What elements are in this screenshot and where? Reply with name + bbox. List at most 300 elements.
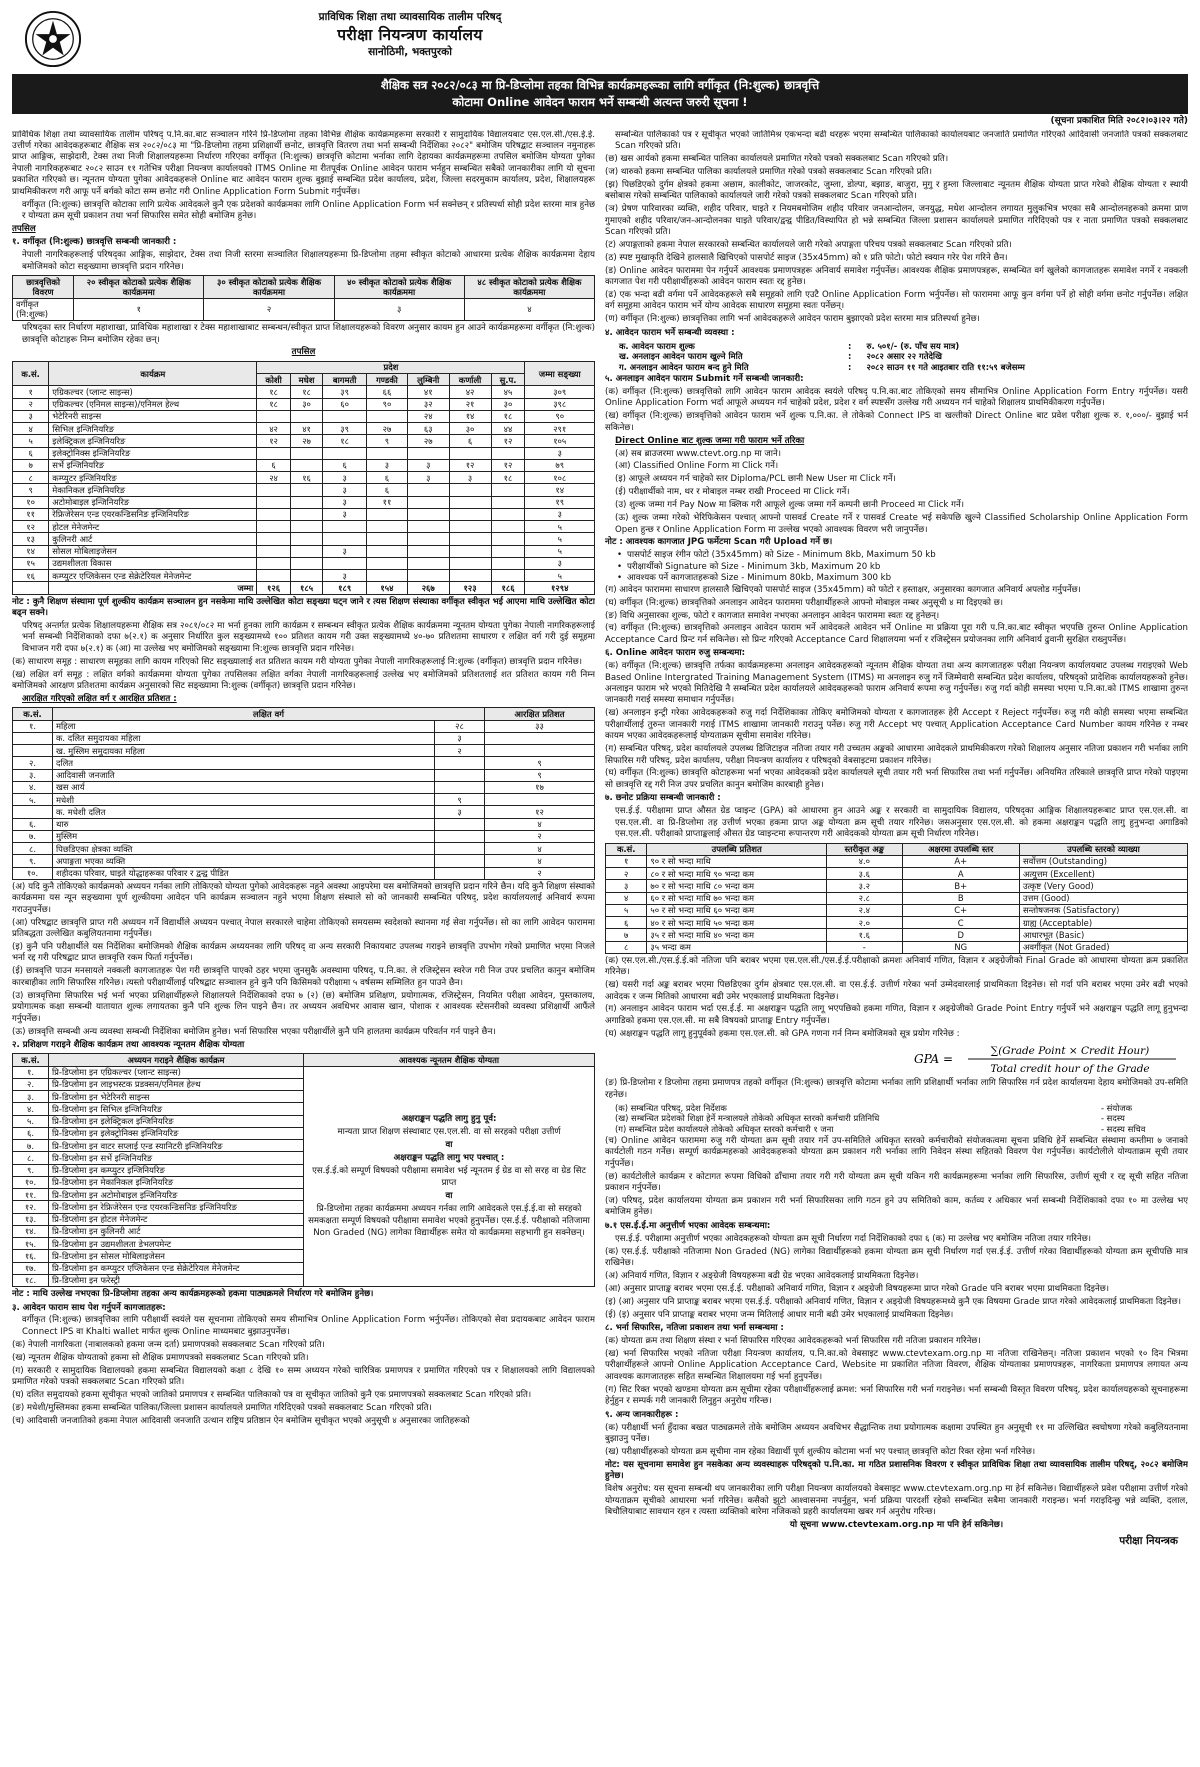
doc-chha: (छ) खस आर्यको हकमा सम्बन्धित पालिका कार्यालयले प्रमाणित गरेको पत्रको सक्कलबाट Scan गरिएको प्रति। <box>605 153 949 164</box>
province-quota-cell: १८ <box>290 386 323 398</box>
program-name: रेफ्रिजेरेसन एन्ड एयरकन्डिसनिङ इन्जिनियरिङ <box>49 508 257 520</box>
province-quota-cell <box>366 570 407 582</box>
qualification-program: प्रि-डिप्लोमा इन कुलिनरी आर्ट <box>49 1225 304 1237</box>
grade-cell: B+ <box>902 880 1019 892</box>
failed-i: (इ) (आ) अनुसार पनि प्राप्ताङ्क बराबर भएमा एस.ई.ई. परीक्षाको अनिवार्य गणित, विज्ञान र अङ्ग्रेजी विषयहरूमध्ये कुनै एक विषयमा Grade प्राप्त गरेको आवेदकलाई प्राथमिकता दिइनेछ। <box>605 1296 1181 1307</box>
province-quota-cell: ९० <box>366 398 407 410</box>
fee-label: ख. अनलाइन आवेदन फाराम खुल्ने मिति <box>619 351 743 362</box>
fee-separator: : <box>848 351 852 362</box>
failed-a: (अ) अनिवार्य गणित, विज्ञान र अङ्ग्रेजी विषयहरूमा बढी ग्रेड भएका आवेदकलाई प्राथमिकता दिइनेछ। <box>605 1270 919 1281</box>
province-quota-cell: ३० <box>449 423 491 435</box>
col-province: प्रदेश <box>257 361 525 373</box>
two-column-body <box>12 130 1188 1550</box>
program-sn: ७ <box>13 459 49 471</box>
province-quota-cell <box>366 557 407 569</box>
province-total-cell: १८६ <box>491 582 525 594</box>
province-quota-cell: १२ <box>257 435 290 447</box>
province-quota-cell <box>366 447 407 459</box>
program-sn: २ <box>13 398 49 410</box>
grade-cell: ३५ र सो भन्दा माथि ४० भन्दा कम <box>647 929 827 941</box>
program-sn: ८ <box>13 472 49 484</box>
grade-row <box>606 917 1188 929</box>
select-chha: (छ) कार्यटोलीले कार्यक्रम र कोटागत रूपमा विधिको ढाँचामा तयार गरी गरी योग्यता क्रम सूची यकिन गरी कार्यक्रमहरूमा भर्नाका लागि सिफारिस, उत्तीर्ण सूची र रद्द सूची सहित नतिजा प्रकाशन गर्नुपर्नेछ। <box>605 1171 1188 1193</box>
qualification-program: प्रि-डिप्लोमा इन एग्रिकल्चर (प्लान्ट साइन्स) <box>49 1066 304 1078</box>
province-quota-cell: ३० <box>290 398 323 410</box>
quota-cell: ४ <box>464 298 594 321</box>
province-quota-cell <box>257 570 290 582</box>
reservation-pct: २ <box>485 830 595 842</box>
col-program: कार्यक्रम <box>49 361 257 386</box>
reservation-sn: ३. <box>13 769 53 781</box>
quota-header-cell: ३० स्वीकृत कोटाको प्रत्येक शैक्षिक कार्यक्रममा <box>204 276 334 299</box>
reservation-sn: ९. <box>13 855 53 867</box>
program-row <box>13 508 595 520</box>
program-name: एग्रिकल्चर (प्लान्ट साइन्स) <box>49 386 257 398</box>
qualification-sn: १०. <box>13 1176 49 1188</box>
reservation-row <box>13 769 595 781</box>
program-name: उद्यमशीलता विकास <box>49 557 257 569</box>
reservation-group: ख. मुस्लिम समुदायका महिला <box>53 745 435 757</box>
province-quota-cell: २७ <box>366 423 407 435</box>
province-quota-cell <box>290 410 323 422</box>
total-spacer <box>13 582 49 594</box>
reservation-subpct: २८ <box>435 720 485 732</box>
closing-note: नोट: यस सूचनामा समावेश हुन नसकेका अन्य व्यवस्थाहरू परिषद्को प.नि.का. मा गठित प्रशासनिक विवरण र स्वीकृत प्राविधिक शिक्षा तथा व्यावसायिक तालीम परिषद्, २०८२ बमोजिम हुनेछ। <box>605 1459 1188 1482</box>
reservation-sn <box>13 745 53 757</box>
grade-cell: - <box>827 941 902 953</box>
reservation-group: थारु <box>53 818 435 830</box>
failed-paragraph: एस.ई.ई. परीक्षामा अनुत्तीर्ण भएका आवेदकहरूको योग्यता क्रम सूची निर्धारण गर्दा निर्देशिकाको दफा ६ (क) मा उल्लेख भए बमोजिम नतिजा तयार गरिनेछ। <box>615 1233 1091 1244</box>
program-total: ३९८ <box>525 398 595 410</box>
qualification-sn: १४. <box>13 1225 49 1237</box>
program-row <box>13 533 595 545</box>
qualification-program: प्रि-डिप्लोमा इन सर्भे इन्जिनियरिङ <box>49 1152 304 1164</box>
office-name: परीक्षा नियन्त्रण कार्यालय <box>337 25 483 44</box>
qual-col-sn: क.सं. <box>13 1054 49 1066</box>
program-row <box>13 447 595 459</box>
province-quota-cell <box>290 521 323 533</box>
reservation-group: दलित <box>53 757 435 769</box>
program-name: सर्भे इन्जिनियरिङ <box>49 459 257 471</box>
file-size-item: • पासपोर्ट साइज रंगीन फोटो (35x45mm) को Size - Minimum 8kb, Maximum 50 kb <box>615 550 1188 561</box>
reservation-group: शहीदका परिवार, घाइते योद्धाहरूका परिवार र द्वन्द्व पीडित <box>53 867 435 879</box>
grade-cell: सन्तोषजनक (Satisfactory) <box>1019 904 1187 916</box>
doc-gha: (घ) दलित समुदायको हकमा सूचीकृत भएको जातिको प्रमाणपत्र र सम्बन्धित पालिकाको पत्र वा सूचीकृत जातिको कुनै एक प्रमाणपत्रको सक्कलबाट Scan गरिएको प्रति। <box>12 1389 532 1400</box>
reservation-subpct: २ <box>435 745 485 757</box>
other-kha: (ख) परीक्षार्थीहरूको योग्यता क्रम सूचीमा नाम रहेका विद्यार्थी पूर्ण शुल्कीय कोटामा भर्ना भए पश्चात् छात्रवृत्ति कोटा रिक्त रहेमा भर्ना गरिनेछ। <box>605 1446 1036 1457</box>
grade-cell: D <box>902 929 1019 941</box>
province-header-cell: लुम्बिनी <box>407 374 449 386</box>
province-quota-cell <box>491 570 525 582</box>
reservation-row <box>13 843 595 855</box>
province-quota-cell <box>290 447 323 459</box>
program-total: ५ <box>525 570 595 582</box>
program-total: १०५ <box>525 435 595 447</box>
grade-cell: ६० र सो भन्दा माथि ७० भन्दा कम <box>647 892 827 904</box>
intro-paragraph-1: प्राविधिक शिक्षा तथा व्यावसायिक तालीम परिषद् प.नि.का.बाट सञ्चालन गरिने प्रि-डिप्लोमा तहका विभिन्न शैक्षिक कार्यक्रमहरूमा सरकारी र सामुदायिक विद्यालयबाट एस.एल.सी./एस.ई.ई. उत्तीर्ण गरेका आवेदकहरूबाट शैक्षिक सत्र २०८२/०८३ मा "प्रि-डिप्लोमा तहमा प्रशिक्षार्थी छनोट, छात्रवृत्ति वितरण तथा भर्ना सम्बन्धी निर्देशिका २०८२" बमोजिम परिषद्बाट सञ्चालन नमुनाहरू प्राप्त आङ्गिक, साझेदारी, टेक्स तथा निजी शिक्षालयहरूमा निर्धारण गरिएका वर्गीकृत (नि:शुल्क) छात्रवृत्ति कोटामा भर्नाका लागि देहायका कार्यक्रमहरूमा तपसिल बमोजिम योग्यता पुगेका नेपाली नागरिकहरूबाट २०८२ साउन ११ गतेभित्र परीक्षा नियन्त्रण कार्यालयको ITMS Online मा रीतपूर्वक Online आवेदन फाराम भर्नहुन सम्बन्धित सबैको जानकारीका लागि यो सूचना प्रकाशित गरिएको छ। न्यूनतम योग्यता पुगेका आवेदकहरूले Online बाट आवेदन फाराम शुल्क बुझाई सम्बन्धित प्रदेश कार्यालय, प्रदेश, जिल्ला सदरमुकाम कार्यालय, प्रदेश, शिक्षालयहरू प्राथमिकीकरण गरी आफू पर्ने बर्गको कोटा सम्म छनोट गरी Online Application Form Submit गर्नुपर्नेछ। <box>12 129 595 197</box>
clause-ii: (ई) छात्रवृत्ति पाउन मनसायले नक्कली कागजातहरू पेश गरी छात्रवृत्ति पाएको ठहर भएमा जुनसुकै अवस्थामा परिषद्, प.नि.का. ले रजिस्ट्रेसन स्वरेज गरी निज उपर प्रचलित कानुन बमोजिम कारबाहीका लागि सिफारिस गरिनेछ। त्यस्तो परीक्षार्थीलाई परिषद्बाट सञ्चालन हुने कुनै पनि किसिमको परीक्षामा ५ वर्षसम्म सम्मिलित हुन पाउने छैन। <box>12 966 595 988</box>
grade-cell: अत्युत्तम (Excellent) <box>1019 868 1187 880</box>
reservation-pct: ९ <box>485 769 595 781</box>
program-sn: १६ <box>13 570 49 582</box>
grade-cell: आधारभूत (Basic) <box>1019 929 1187 941</box>
province-quota-cell: ३ <box>449 472 491 484</box>
grade-header-cell: स्तरीकृत अङ्क <box>827 843 902 855</box>
section-2-heading: २. प्रशिक्षण गराइने शैक्षिक कार्यक्रम तथा आवश्यक न्यूनतम शैक्षिक योग्यता <box>12 1039 245 1050</box>
admit-ga: (ग) सिट रिक्त भएको खण्डमा योग्यता क्रम सूचीमा रहेका परीक्षार्थीहरूलाई क्रमश: भर्ना सिफारिस गरी भर्ना गराइनेछ। भर्ना सम्बन्धी विस्तृत विवरण परिषद्, प्रदेश कार्यालयहरूको सूचनाहरूमा हेर्नुहुन र सम्पर्क गरी जानकारी लिनुहुन अनुरोध गरिन्छ। <box>605 1384 1188 1407</box>
province-quota-cell <box>290 496 323 508</box>
grade-cell: ग्राह्य (Acceptable) <box>1019 917 1187 929</box>
fee-value: २०८२ साउन ११ गते आइतबार राति ११:५९ बजेसम्म <box>866 361 1025 372</box>
province-quota-cell <box>323 410 367 422</box>
program-name: अटोमोबाइल इन्जिनियरिङ <box>49 496 257 508</box>
province-header-cell: कर्णाली <box>449 374 491 386</box>
quota-cell: १ <box>74 298 204 321</box>
grade-cell: २.८ <box>827 892 902 904</box>
province-quota-cell <box>407 557 449 569</box>
reservation-row <box>13 745 595 757</box>
qual-pre-grading-label: अक्षराङ्कन पद्धति लागु हुनु पूर्व: <box>401 1114 497 1125</box>
province-quota-cell <box>407 484 449 496</box>
province-quota-cell: १६ <box>290 472 323 484</box>
grade-header-cell: उपलब्धि स्तरको व्याख्या <box>1019 843 1187 855</box>
province-quota-cell <box>323 533 367 545</box>
grade-row <box>606 941 1188 953</box>
res-col-group: लक्षित वर्ग <box>53 708 485 720</box>
section-5-heading: ५. अनलाइन आवेदन फाराम Submit गर्ने सम्बन्धी जानकारी: <box>605 373 804 384</box>
total-label: जम्मा <box>49 582 257 594</box>
program-row <box>13 521 595 533</box>
province-quota-cell: ४४ <box>491 423 525 435</box>
doc-cha-continued: सम्बन्धित पालिकाको पत्र र सूचीकृत भएको जातिमिश्र एकभन्दा बढी थरहरू भएमा सम्बन्धित पालिकाको कार्यालयबाट जनजाति प्रमाणित गरिएको आदिवासी जनजाति पत्रको सक्कलबाट Scan गरिएको प्रति। <box>615 129 1188 151</box>
province-quota-cell: १२ <box>491 459 525 471</box>
reservation-group: क. दलित समुदायका महिला <box>53 732 435 744</box>
province-total-cell: १२६ <box>257 582 290 594</box>
grade-cell: A+ <box>902 855 1019 867</box>
reservation-row <box>13 720 595 732</box>
province-total-cell: १८९ <box>323 582 367 594</box>
province-quota-cell <box>290 508 323 520</box>
province-quota-cell <box>257 545 290 557</box>
target-group-text: (ख) लक्षित वर्ग समूह : लक्षित वर्गको कार्यक्रममा योग्यता पुगेका तपसिलका लक्षित वर्गका नेपाली नागरिकहरूलाई उल्लेख भए बमोजिमको प्रतिशतलाई शत प्रतिशत कायम गरी निम्न बमोजिमको आरक्षण प्रतिशतमा कार्यक्रम अनुसारको सिट सङ्ख्यामा नि:शुल्क (वर्गीकृत) छात्रवृत्ति प्रदान गरिनेछ। <box>12 669 595 692</box>
grade-cell: १.६ <box>827 929 902 941</box>
col-total: जम्मा सङ्ख्या <box>525 361 595 386</box>
reservation-row <box>13 781 595 793</box>
qualification-program: प्रि-डिप्लोमा इन लाइभस्टक प्रडक्सन/एनिमल हेल्थ <box>49 1078 304 1090</box>
program-row <box>13 496 595 508</box>
province-quota-cell: ९ <box>366 435 407 447</box>
file-size-item: • परीक्षार्थीको Signature को Size - Minimum 3kb, Maximum 20 kb <box>615 562 1188 573</box>
province-quota-cell: ३ <box>323 484 367 496</box>
province-quota-cell: १८ <box>323 435 367 447</box>
grade-cell: ३५ भन्दा कम <box>647 941 827 953</box>
doc-cha: (च) आदिवासी जनजातिको हकमा नेपाल आदिवासी जनजाति उत्थान राष्ट्रिय प्रतिष्ठान ऐन बमोजिम सूचीकृत भएको अनुसूची ४ अनुसारका जातिहरूको <box>12 1415 470 1426</box>
province-quota-cell: ६० <box>323 398 367 410</box>
section-1-paragraph-3: परिषद् अन्तर्गत प्रत्येक शिक्षालयहरूमा शैक्षिक सत्र २०८१/०८२ मा भर्ना हुनका लागि कार्यक्रम र सम्बन्धन स्वीकृत प्रत्येक शैक्षिक कार्यक्रममा न्यूनतम योग्यता पुगेका नेपाली नागरिकहरूलाई भर्ना सम्बन्धी निर्देशिकाको दफा ७(२.१) क अनुसार निर्धारित कुल सङ्ख्यामध्ये १०० प्रतिशत कायम गरी उक्त सङ्ख्यामध्ये ४०-७० प्रतिशतमा साधारण र लक्षित वर्ग गरी दुई समूहमा विभाजन गरी दफा ७(२.१) क (आ) मा उल्लेख भए बमोजिमको सङ्ख्यामा नि:शुल्क छात्रवृत्ति प्रदान गरिनेछ। <box>22 620 595 654</box>
website-line: यो सूचना www.ctevtexam.org.np मा पनि हेर्न सकिनेछ। <box>789 1519 1004 1530</box>
reservation-subpct <box>435 830 485 842</box>
program-sn: १३ <box>13 533 49 545</box>
special-request: विशेष अनुरोध: यस सूचना सम्बन्धी थप जानकारीका लागि परीक्षा नियन्त्रण कार्यालयको वेबसाइट www.ctevtexam.org.np मा हेर्न सकिनेछ। विद्यार्थीहरूले प्रवेश परीक्षामा उत्तीर्ण गरेको योग्यताक्रम सूचीको आधारमा भर्ना गरिनेछ। कसैको झुटो आश्वासनमा नपर्नुहुन, भर्ना प्रक्रिया पारदर्शी रहेको सम्बन्धित सबैमा जानकारी गराइन्छ। भर्ना गराइदिन्छु भन्ने व्यक्ति, दलाल, बिचौलियाबाट सावधान रहन र त्यस्ता व्यक्तिको बारेमा नजिकको प्रहरी कार्यालयमा खबर गर्न अनुरोध गरिन्छ। <box>605 1484 1188 1517</box>
province-quota-cell: ३ <box>366 459 407 471</box>
grade-cell: ७ <box>606 929 647 941</box>
reservation-pct: ४ <box>485 855 595 867</box>
grade-table <box>605 843 1188 954</box>
reservation-group: अपाङ्गता भएका व्यक्ति <box>53 855 435 867</box>
direct-online-heading: Direct Online बाट शुल्क जम्मा गरी फाराम भर्ने तरिका <box>615 435 805 446</box>
program-name: कम्प्युटर इन्जिनियरिङ <box>49 472 257 484</box>
section-2-note: नोट : माथि उल्लेख नभएका प्रि-डिप्लोमा तहका अन्य कार्यक्रमहरूको हकमा पाठ्यक्रमले निर्धारण गरे बमोजिम हुनेछ। <box>12 1289 374 1300</box>
reservation-group: खस आर्य <box>53 781 435 793</box>
reservation-sn: १०. <box>13 867 53 879</box>
province-quota-cell <box>290 557 323 569</box>
qualification-sn: १२. <box>13 1201 49 1213</box>
failed-ii: (ई) (इ) अनुसार पनि प्राप्ताङ्क बराबर भएमा जन्म मितिलाई आधार मानी बढी उमेर भएकालाई प्राथमिकता दिइनेछ। <box>605 1309 954 1320</box>
online-steps-list <box>605 449 1188 536</box>
select-ga: (ग) अनलाइन आवेदन फाराम भर्दा एस.ई.ई. मा अक्षराङ्कन पद्धति लागू भएपछिको हकमा गणित, विज्ञान र अङ्ग्रेजीको Grade Point Entry गर्नुपर्ने भने अक्षराङ्कन पद्धति लागू हुनुभन्दा अगाडिको हकमा एस.एल.सी. मा सबै विषयको प्राप्ताङ्क Entry गर्नुपर्नेछ। <box>605 1004 1188 1026</box>
reservation-pct: ३३ <box>485 720 595 732</box>
province-quota-cell: ६ <box>366 484 407 496</box>
office-location: सानोठिमी, भक्तपुरको <box>368 45 452 58</box>
program-quota-table <box>12 361 595 595</box>
province-quota-cell: ४२ <box>449 386 491 398</box>
section-3-heading: ३. आवेदन फाराम साथ पेश गर्नुपर्ने कागजातहरू: <box>12 1302 166 1313</box>
reservation-row <box>13 794 595 806</box>
grade-cell: NG <box>902 941 1019 953</box>
qualification-sn: ३. <box>13 1091 49 1103</box>
qual-post-grading-text: एस.ई.ई.को सम्पूर्ण विषयको परीक्षामा समावेश भई न्यूनतम ई ग्रेड वा सो सरह वा ग्रेड सिट प्राप्त <box>312 1166 586 1189</box>
reservation-row <box>13 867 595 879</box>
program-sn: १ <box>13 386 49 398</box>
province-quota-cell: २१ <box>449 398 491 410</box>
program-sn: ५ <box>13 435 49 447</box>
qualification-sn: १५. <box>13 1238 49 1250</box>
notice-title <box>12 74 1188 114</box>
qualification-program: प्रि-डिप्लोमा इन इलेक्ट्रोनिक्स इन्जिनियरिङ <box>49 1127 304 1139</box>
province-quota-cell <box>257 533 290 545</box>
province-quota-cell <box>491 533 525 545</box>
program-row <box>13 459 595 471</box>
province-quota-cell <box>290 570 323 582</box>
doc-tha: (ठ) स्पष्ट मुखाकृति देखिने हालसालै खिचिएको पासपोर्ट साइज (35x45mm) को १ प्रति फोटो। फोटो स्क्यान गरेर पेश गरिने छैन। <box>605 252 1008 263</box>
title-line-2: कोटामा Online आवेदन फाराम भर्ने सम्बन्धी अत्यन्त जरुरी सूचना ! <box>452 94 748 109</box>
clause-aa: (आ) परिषद्बाट छात्रवृत्ति प्राप्त गरी अध्ययन गर्ने विद्यार्थीले अध्ययन पश्चात् नेपाल सरकारले चाहेमा तोकिएको समयसम्म स्वदेशको स्थानमा गई सेवा गर्नुपर्नेछ। सो का लागि आवेदन फाराममा प्रतिबद्धता उल्लेखित कबुलियतनामा गर्नुपर्नेछ। <box>12 917 595 940</box>
province-quota-cell: ३२ <box>407 398 449 410</box>
grade-cell: ४ <box>606 892 647 904</box>
committee-role: - सदस्य <box>1101 1113 1125 1124</box>
submit-ka: (क) वर्गीकृत (नि:शुल्क) छात्रवृत्तिको लागि आवेदन फाराम आवेदक स्वयंले परिषद् प.नि.का.बाट तोकिएको समय सीमाभित्र Online Application Form Entry गर्नुपर्नेछ। यसरी Online Application Form भर्दा आफूले अध्ययन गर्न चाहेको प्रदेश, प्रदेश र वर्ग स्पष्टसँग उल्लेख गरी अध्ययन गर्न चाहेको शिक्षालय प्राथमिकीकरण गर्नुपर्नेछ। <box>605 386 1188 409</box>
online-step: (ई) परीक्षार्थीको नाम, थर र मोबाइल नम्बर राखी Proceed मा Click गर्ने। <box>615 487 850 498</box>
program-name: सोसल मोबिलाइजेसन <box>49 545 257 557</box>
reservation-pct <box>485 732 595 744</box>
council-name: प्राविधिक शिक्षा तथा व्यावसायिक तालीम परिषद् <box>318 11 502 23</box>
qual-pre-grading-text: मान्यता प्राप्त शिक्षण संस्थाबाट एस.एल.सी. वा सो सरहको परीक्षा उत्तीर्ण <box>337 1127 561 1138</box>
failed-aa: (आ) अनुसार प्राप्ताङ्क बराबर भएमा एस.ई.ई. परीक्षाको अनिवार्य गणित, विज्ञान र अङ्ग्रेजी विषयहरूमा प्राप्त गरेको Grade पनि बराबर भएमा प्राथमिकता दिइनेछ। <box>605 1283 1110 1294</box>
committee-list <box>605 1103 1188 1134</box>
reservation-subpct <box>435 769 485 781</box>
qualification-program: प्रि-डिप्लोमा इन मेकानिकल इन्जिनियरिङ <box>49 1176 304 1188</box>
select-kha: (ख) यसरी गर्दा अङ्क बराबर भएमा पिछडिएका दुर्गम क्षेत्रबाट एस.एल.सी. वा एस.ई.ई. उत्तीर्ण गरेका भर्ना उम्मेदवारलाई प्राथमिकता दिइनेछ। सो गर्दा पनि बराबर भएमा उमेर बढी भएको आवेदक र जन्म मितिको आधारमा बढी उमेर भएकालाई प्राथमिकता दिइनेछ। <box>605 980 1188 1002</box>
reservation-pct: १७ <box>485 781 595 793</box>
province-quota-cell: ४१ <box>407 386 449 398</box>
section-1-heading: १. वर्गीकृत (नि:शुल्क) छात्रवृत्ति सम्बन्धी जानकारी : <box>12 237 177 248</box>
committee-role: - संयोजक <box>1101 1103 1133 1114</box>
reservation-pct: ४ <box>485 843 595 855</box>
province-quota-cell <box>366 508 407 520</box>
quota-table <box>12 275 595 321</box>
province-quota-cell <box>323 521 367 533</box>
qual-post-grading-label: अक्षराङ्कन पद्धति लागु भए पश्चात् : <box>393 1153 505 1164</box>
signature-title: परीक्षा नियन्त्रक <box>1119 1535 1178 1548</box>
province-quota-cell <box>290 533 323 545</box>
fee-value: रु. ५०१/- (रु. पाँच सय मात्र) <box>866 341 960 352</box>
grade-cell: ३.२ <box>827 880 902 892</box>
quota-header-cell: २० स्वीकृत कोटाको प्रत्येक शैक्षिक कार्यक्रममा <box>74 276 204 299</box>
province-quota-cell: ६ <box>257 459 290 471</box>
clause-uu: (ऊ) छात्रवृत्ति सम्बन्धी अन्य व्यवस्था सम्बन्धी निर्देशिका बमोजिम हुनेछ। भर्ना सिफारिस भएका परीक्षार्थीले कुनै पनि हालतमा कार्यक्रम परिवर्तन गर्न पाइने छैन। <box>12 1026 496 1037</box>
province-quota-cell <box>449 545 491 557</box>
reservation-row <box>13 818 595 830</box>
province-quota-cell <box>290 459 323 471</box>
program-total: ३०९ <box>525 386 595 398</box>
fee-row <box>605 341 1188 351</box>
reservation-pct: १२ <box>485 806 595 818</box>
right-column <box>605 130 1188 1550</box>
doc-da: (ड) Online आवेदन फाराममा पेन गर्नुपर्ने आवश्यक प्रमाणपत्रहरू अनिवार्य समावेश गर्नुपर्नेछ। आवश्यक शैक्षिक प्रमाणपत्रहरू, सम्बन्धित वर्ग खुलेको कागजातहरू समावेश नगर्ने र नक्कली कागजात पेश गरी परीक्षार्थीहरूको आवेदन फाराम स्वतः रद्द हुनेछ। <box>605 265 1188 288</box>
grade-cell: ६ <box>606 917 647 929</box>
program-row <box>13 472 595 484</box>
qualification-sn: ८. <box>13 1152 49 1164</box>
grade-cell: ७० र सो भन्दा माथि ८० भन्दा कम <box>647 880 827 892</box>
grade-header-cell: अक्षरमा उपलब्धि स्तर <box>902 843 1019 855</box>
qualification-program: प्रि-डिप्लोमा इन इलेक्ट्रिकल इन्जिनियरिङ <box>49 1115 304 1127</box>
committee-row <box>605 1103 1188 1113</box>
province-quota-cell: ३९ <box>323 423 367 435</box>
grade-cell: अवर्गीकृत (Not Graded) <box>1019 941 1187 953</box>
program-sn: ६ <box>13 447 49 459</box>
program-name: इलेक्ट्रिकल इन्जिनियरिङ <box>49 435 257 447</box>
fee-row <box>605 351 1188 361</box>
program-total-row <box>13 582 595 594</box>
select-ja: (ज) परिषद्, प्रदेश कार्यालयमा योग्यता क्रम प्रकाशन गरी भर्ना सिफारिसका लागि गठन हुने उप समितिको काम, कर्तव्य र अधिकार भर्ना सम्बन्धी निर्देशिकाको दफा १० मा उल्लेख भए बमोजिम हुनेछ। <box>605 1195 1188 1218</box>
reservation-sn <box>13 732 53 744</box>
grade-cell: ४० र सो भन्दा माथि ५० भन्दा कम <box>647 917 827 929</box>
qualification-program: प्रि-डिप्लोमा इन उद्यमशीलता डेभलपमेन्ट <box>49 1238 304 1250</box>
province-quota-cell: ६३ <box>407 423 449 435</box>
verify-kha: (ख) अनलाइन इन्ट्री गरेका आवेदकहरूको रुजु गर्दा निर्देशिकाका तोकिए बमोजिमको योग्यता र कागजातहरू हेरी Accept र Reject गर्नुपर्नेछ। रुजु गरी कोही समस्या भएमा सम्बन्धित परीक्षार्थीलाई तुरुन्त जानकारी गराई ITMS शाखामा जानकारी गराउनु पर्नेछ। रुजु गरी Accept भए पश्चात् Application Acceptance Card Number कायम गरिनेछ र नम्बर कायम भएका आवेदकहरूलाई योग्यताक्रम सूचीमा समावेश गरिनेछ। <box>605 708 1188 742</box>
grade-header-cell: क.सं. <box>606 843 647 855</box>
reservation-row <box>13 806 595 818</box>
program-name: इलेक्ट्रोनिक्स इन्जिनियरिङ <box>49 447 257 459</box>
fee-schedule <box>605 341 1188 372</box>
submit-kha: (ख) वर्गीकृत (नि:शुल्क) छात्रवृत्तिको आवेदन फाराम भर्ने शुल्क प.नि.का. ले तोकेको Connect IPS वा खल्तीको Direct Online बाट प्रवेश परीक्षा शुल्क रु. १,०००/- बुझाई भर्न सकिनेछ। <box>605 411 1188 433</box>
ctevt-emblem-icon <box>24 10 82 68</box>
doc-ka: (क) नेपाली नागरिकता (नाबालकको हकमा जन्म दर्ता) प्रमाणपत्रको सक्कलबाट Scan गरिएको प्रति। <box>12 1339 325 1350</box>
program-sn: ३ <box>13 410 49 422</box>
qual-or-1: वा <box>445 1140 453 1151</box>
admit-ka: (क) योग्यता क्रम तथा शिक्षण संस्था र भर्ना सिफारिस गरिएका आवेदकहरूको भर्ना सिफारिस गरी नतिजा प्रकाशन गरिनेछ। <box>605 1336 981 1347</box>
select-cha: (च) Online आवेदन फाराममा रुजु गरी योग्यता क्रम सूची तयार गर्ने उप-समितिले अधिकृत स्तरको कर्मचारीको संयोजकत्वमा सूचना प्रविधि हेर्ने सम्बन्धित संस्थामा कम्तीमा ७ जनाको कार्यटोली गठन गर्नेछ। सम्पूर्ण कार्यक्रमहरूको आवेदकहरूको योग्यता क्रम प्रकाशन गरी भर्नाका लागि निवेदन संस्था सहितको विवरण पेश गर्नुपर्नेछ। कार्यटोलीले योग्यताक्रम सूची तयार गर्नुपर्नेछ। <box>605 1135 1188 1169</box>
res-col-sn: क.सं. <box>13 708 53 720</box>
reservation-row <box>13 830 595 842</box>
program-row <box>13 398 595 410</box>
header-text-block <box>190 11 630 60</box>
online-step: (अ) सब ब्राउजरमा www.ctevt.org.np मा जाने। <box>615 448 782 459</box>
reservation-pct <box>485 745 595 757</box>
grade-cell: ८ <box>606 941 647 953</box>
province-quota-cell <box>366 545 407 557</box>
select-ka: (क) एस.एल.सी./एस.ई.ई.को नतिजा पनि बराबर भएमा एस.एल.सी./एस.ई.ई.परीक्षाको क्रमशः अनिवार्य गणित, विज्ञान र अङ्ग्रेजीको Final Grade को आधारमा योग्यता क्रम प्रकाशित गरिनेछ। <box>605 955 1188 978</box>
program-total: ५ <box>525 533 595 545</box>
province-quota-cell: ४२ <box>257 423 290 435</box>
committee-member: (ग) सम्बन्धित प्रदेश कार्यालयले तोकेको अधिकृत स्तरको कर्मचारी १ जना <box>615 1123 834 1134</box>
province-quota-cell <box>257 447 290 459</box>
clause-i: (इ) कुनै पनि परीक्षार्थीले यस निर्देशिका बमोजिमको शैक्षिक कार्यक्रम अध्ययनका लागि परिषद् वा अन्य सरकारी निकायबाट उपलब्ध गराइने छात्रवृत्ति उपभोग गरेको प्रमाणित भएमा निजले भर्ना रद्द गरी परिषद्बाट प्राप्त छात्रवृत्ति रकम फिर्ता गर्नुपर्नेछ। <box>12 942 595 964</box>
grade-cell: उत्कृष्ट (Very Good) <box>1019 880 1187 892</box>
section-1-paragraph-1: नेपाली नागरिकहरूलाई परिषद्का आङ्गिक, साझेदार, टेक्स तथा निजी स्तरमा सञ्चालित शिक्षालयहरूमा प्रि-डिप्लोमा तहमा स्वीकृत कोटाको आधारमा प्रत्येक शैक्षिक कार्यक्रममा देहाय बमोजिमको कोटा सङ्ख्यामा छात्रवृत्ति प्रदान गरिनेछ। <box>22 250 595 272</box>
province-quota-cell <box>491 521 525 533</box>
program-total: ५ <box>525 521 595 533</box>
qualification-sn: ७. <box>13 1140 49 1152</box>
tapsil-label-2: तपसिल <box>291 347 316 358</box>
qualification-sn: १. <box>13 1066 49 1078</box>
doc-na: (ण) वर्गीकृत (नि:शुल्क) छात्रवृत्तिका लागि भर्ना आवेदकहरूले आवेदन फाराम बुझाएको प्रदेश स्तरमा मात्र प्रतिस्पर्धा हुनेछ। <box>605 314 980 325</box>
grade-cell: B <box>902 892 1019 904</box>
left-column <box>12 130 595 1550</box>
doc-nga: (ङ) मधेशी/मुस्लिमका हकमा सम्बन्धित पालिका/जिल्ला प्रशासन कार्यालयले प्रमाणित गरिदिएको पत्रको सक्कलबाट Scan गरिएको प्रति। <box>12 1402 432 1413</box>
general-group-text: (क) साधारण समूह : साधारण समूहका लागि कायम गरिएको सिट सङ्ख्यालाई शत प्रतिशत कायम गरी योग्यता पुगेका नेपाली नागरिकहरूलाई नि:शुल्क (वर्गीकृत) छात्रवृत्ति प्रदान गरिनेछ। <box>12 656 583 667</box>
qualification-program: प्रि-डिप्लोमा इन सोसल मोबिलाइजेसन <box>49 1250 304 1262</box>
province-quota-cell <box>323 447 367 459</box>
province-quota-cell <box>366 521 407 533</box>
quota-header-cell: ४८ स्वीकृत कोटाको प्रत्येक शैक्षिक कार्यक्रममा <box>464 276 594 299</box>
province-quota-cell <box>491 496 525 508</box>
doc-dha: (ढ) एक भन्दा बढी वर्गमा पर्ने आवेदकहरूले सबै समूहको लागि एउटै Online Application Form भर्नुपर्नेछ। सो फाराममा आफू कुन वर्गमा पर्ने हो सोही वर्गमा छनोट गर्नुपर्नेछ। लक्षित वर्ग समूहमा आवेदन फाराम भर्ने योग्य आवेदक साधारण समूहमा स्वतः पर्नेछन्। <box>605 290 1188 312</box>
program-name: एग्रिकल्चर (एनिमल साइन्स)/एनिमल हेल्थ <box>49 398 257 410</box>
grade-cell: C <box>902 917 1019 929</box>
upload-note: नोट : आवश्यक कागजात JPG फर्मेटमा Scan गरी Upload गर्ने छ। <box>605 537 833 548</box>
province-header-cell: बागमती <box>323 374 367 386</box>
province-quota-cell <box>407 545 449 557</box>
reservation-table <box>12 707 595 880</box>
file-size-list <box>605 550 1188 584</box>
tapsil-label: तपसिल <box>12 223 36 234</box>
reservation-subpct <box>435 781 485 793</box>
qual-col-program: अध्ययन गराइने शैक्षिक कार्यक्रम <box>49 1054 304 1066</box>
grade-cell: C+ <box>902 904 1019 916</box>
reservation-subpct <box>435 843 485 855</box>
program-total: १०८ <box>525 472 595 484</box>
province-quota-cell <box>449 447 491 459</box>
fee-value: २०८२ असार २२ गतेदेखि <box>866 351 942 362</box>
province-quota-cell <box>491 557 525 569</box>
program-total: १९ <box>525 496 595 508</box>
province-quota-cell: ४५ <box>491 386 525 398</box>
reservation-sn: ८. <box>13 843 53 855</box>
province-quota-cell: ३ <box>323 508 367 520</box>
select-nga: (ङ) प्रि-डिप्लोमा र डिप्लोमा तहमा प्रमाणपत्र तहको वर्गीकृत (नि:शुल्क) छात्रवृत्ति कोटामा भर्नाका लागि प्रशिक्षार्थी भर्नाका लागि सिफारिस गर्न प्रदेश कार्यालयमा देहाय बमोजिमको उप-समिति रहनेछ। <box>605 1078 1188 1100</box>
qualification-program: प्रि-डिप्लोमा इन अटोमोबाइल इन्जिनियरिङ <box>49 1189 304 1201</box>
notice-header <box>12 8 1188 74</box>
fee-row <box>605 362 1188 372</box>
reservation-heading: आरक्षित गरिएको लक्षित वर्ग र आरक्षित प्रतिशत : <box>22 694 177 705</box>
province-quota-cell: ३९ <box>323 386 367 398</box>
province-quota-cell: ३ <box>407 459 449 471</box>
reservation-sn: ५. <box>13 794 53 806</box>
section-7-heading: ७. छनोट प्रक्रिया सम्बन्धी जानकारी : <box>605 793 721 804</box>
program-total: ३ <box>525 447 595 459</box>
formula-denominator: Total credit hour of the Grade <box>990 1063 1150 1076</box>
